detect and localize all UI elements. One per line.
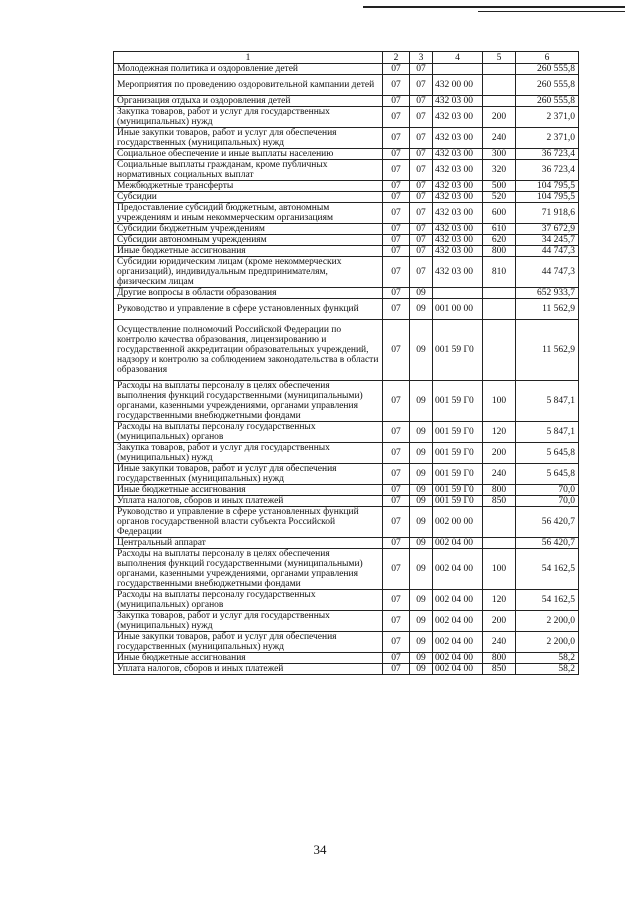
cell-subsection: 07: [410, 149, 433, 160]
cell-expense-type: 320: [483, 160, 516, 181]
cell-expense-type: 800: [483, 485, 516, 496]
cell-section: 07: [383, 181, 410, 192]
cell-name: Субсидии бюджетным учреждениям: [114, 224, 383, 235]
cell-name: Мероприятия по проведению оздоровительной кампании детей: [114, 75, 383, 96]
table-row: [114, 443, 579, 464]
cell-subsection: 09: [410, 299, 433, 320]
cell-expense-type: 520: [483, 192, 516, 203]
table-row: [114, 507, 579, 538]
cell-name: Организация отдыха и оздоровления детей: [114, 96, 383, 107]
cell-name: Закупка товаров, работ и услуг для государственных (муниципальных) нужд: [114, 107, 383, 128]
cell-subsection: 09: [410, 422, 433, 443]
table-row: [114, 299, 579, 320]
table-row: [114, 64, 579, 75]
cell-section: 07: [383, 149, 410, 160]
cell-expense-type: 850: [483, 664, 516, 675]
cell-section: 07: [383, 381, 410, 422]
table-row: [114, 590, 579, 611]
cell-name: Иные закупки товаров, работ и услуг для обеспечения государственных (муниципальных) нужд: [114, 464, 383, 485]
cell-target-article: 432 00 00: [433, 75, 483, 96]
cell-expense-type: [483, 299, 516, 320]
cell-amount: 44 747,3: [516, 257, 579, 288]
cell-amount: 58,2: [516, 653, 579, 664]
cell-section: 07: [383, 299, 410, 320]
cell-section: 07: [383, 224, 410, 235]
cell-name: Руководство и управление в сфере установленных функций: [114, 299, 383, 320]
cell-target-article: 001 59 Г0: [433, 443, 483, 464]
cell-expense-type: [483, 320, 516, 381]
cell-section: 07: [383, 257, 410, 288]
cell-target-article: 432 03 00: [433, 246, 483, 257]
cell-expense-type: 120: [483, 422, 516, 443]
cell-name: Закупка товаров, работ и услуг для государственных (муниципальных) нужд: [114, 443, 383, 464]
cell-subsection: 09: [410, 653, 433, 664]
cell-target-article: 432 03 00: [433, 107, 483, 128]
table-row: [114, 224, 579, 235]
cell-section: 07: [383, 96, 410, 107]
cell-expense-type: 240: [483, 128, 516, 149]
header-col-5: 5: [483, 52, 516, 64]
cell-name: Расходы на выплаты персоналу в целях обеспечения выполнения функций государственными (муниципальными) органами, казенными учреждениями, органами управления государственными внебюджетными фондами: [114, 549, 383, 590]
table-row: [114, 128, 579, 149]
cell-target-article: 002 04 00: [433, 538, 483, 549]
cell-expense-type: 200: [483, 443, 516, 464]
cell-subsection: 07: [410, 75, 433, 96]
cell-target-article: 001 00 00: [433, 299, 483, 320]
cell-section: 07: [383, 496, 410, 507]
cell-name: Межбюджетные трансферты: [114, 181, 383, 192]
cell-amount: 260 555,8: [516, 75, 579, 96]
cell-name: Расходы на выплаты персоналу государственных (муниципальных) органов: [114, 590, 383, 611]
cell-subsection: 09: [410, 664, 433, 675]
cell-subsection: 09: [410, 507, 433, 538]
cell-amount: 44 747,3: [516, 246, 579, 257]
table-row: [114, 653, 579, 664]
cell-section: 07: [383, 64, 410, 75]
table-row: [114, 422, 579, 443]
cell-name: Другие вопросы в области образования: [114, 288, 383, 299]
cell-expense-type: [483, 96, 516, 107]
cell-subsection: 07: [410, 181, 433, 192]
header-row: [114, 52, 579, 64]
cell-section: 07: [383, 160, 410, 181]
cell-section: 07: [383, 192, 410, 203]
cell-target-article: 002 04 00: [433, 653, 483, 664]
table-row: [114, 203, 579, 224]
cell-target-article: 432 03 00: [433, 192, 483, 203]
cell-target-article: 432 03 00: [433, 257, 483, 288]
cell-subsection: 09: [410, 538, 433, 549]
cell-target-article: 002 04 00: [433, 549, 483, 590]
cell-amount: 56 420,7: [516, 538, 579, 549]
cell-expense-type: 100: [483, 381, 516, 422]
cell-section: 07: [383, 246, 410, 257]
cell-subsection: 07: [410, 107, 433, 128]
cell-name: Иные бюджетные ассигнования: [114, 246, 383, 257]
table-row: [114, 246, 579, 257]
cell-subsection: 07: [410, 128, 433, 149]
cell-amount: 652 933,7: [516, 288, 579, 299]
table-row: [114, 75, 579, 96]
table-body: [114, 64, 579, 675]
cell-name: Уплата налогов, сборов и иных платежей: [114, 496, 383, 507]
cell-section: 07: [383, 128, 410, 149]
cell-amount: 260 555,8: [516, 64, 579, 75]
cell-amount: 56 420,7: [516, 507, 579, 538]
cell-amount: 5 847,1: [516, 422, 579, 443]
table-row: [114, 632, 579, 653]
cell-name: Центральный аппарат: [114, 538, 383, 549]
cell-name: Субсидии автономным учреждениям: [114, 235, 383, 246]
cell-amount: 11 562,9: [516, 320, 579, 381]
cell-name: Иные закупки товаров, работ и услуг для обеспечения государственных (муниципальных) нужд: [114, 128, 383, 149]
cell-expense-type: 800: [483, 246, 516, 257]
table-row: [114, 160, 579, 181]
table-row: [114, 288, 579, 299]
cell-amount: 70,0: [516, 485, 579, 496]
cell-expense-type: 810: [483, 257, 516, 288]
cell-subsection: 09: [410, 590, 433, 611]
cell-subsection: 09: [410, 632, 433, 653]
cell-subsection: 09: [410, 549, 433, 590]
cell-amount: 260 555,8: [516, 96, 579, 107]
cell-expense-type: 200: [483, 611, 516, 632]
cell-section: 07: [383, 664, 410, 675]
cell-target-article: 432 03 00: [433, 235, 483, 246]
cell-subsection: 07: [410, 64, 433, 75]
cell-amount: 2 200,0: [516, 611, 579, 632]
cell-amount: 54 162,5: [516, 549, 579, 590]
cell-section: 07: [383, 611, 410, 632]
table-row: [114, 192, 579, 203]
cell-target-article: 432 03 00: [433, 128, 483, 149]
table-row: [114, 96, 579, 107]
cell-section: 07: [383, 632, 410, 653]
cell-amount: 34 245,7: [516, 235, 579, 246]
cell-expense-type: [483, 64, 516, 75]
cell-amount: 104 795,5: [516, 192, 579, 203]
cell-section: 07: [383, 443, 410, 464]
cell-subsection: 09: [410, 611, 433, 632]
cell-target-article: [433, 288, 483, 299]
cell-amount: 54 162,5: [516, 590, 579, 611]
cell-expense-type: 240: [483, 464, 516, 485]
cell-subsection: 09: [410, 320, 433, 381]
cell-amount: 11 562,9: [516, 299, 579, 320]
cell-name: Расходы на выплаты персоналу государственных (муниципальных) органов: [114, 422, 383, 443]
cell-subsection: 07: [410, 257, 433, 288]
cell-subsection: 09: [410, 288, 433, 299]
cell-target-article: 001 59 Г0: [433, 422, 483, 443]
cell-expense-type: 200: [483, 107, 516, 128]
cell-section: 07: [383, 75, 410, 96]
cell-subsection: 07: [410, 96, 433, 107]
cell-target-article: 432 03 00: [433, 160, 483, 181]
table-row: [114, 257, 579, 288]
cell-subsection: 07: [410, 246, 433, 257]
cell-expense-type: 850: [483, 496, 516, 507]
cell-name: Молодежная политика и оздоровление детей: [114, 64, 383, 75]
cell-amount: 5 847,1: [516, 381, 579, 422]
cell-expense-type: 100: [483, 549, 516, 590]
cell-subsection: 09: [410, 485, 433, 496]
budget-table: [113, 51, 579, 675]
cell-name: Иные закупки товаров, работ и услуг для обеспечения государственных (муниципальных) нужд: [114, 632, 383, 653]
cell-expense-type: [483, 288, 516, 299]
cell-target-article: 001 59 Г0: [433, 464, 483, 485]
cell-subsection: 07: [410, 160, 433, 181]
cell-expense-type: [483, 538, 516, 549]
cell-name: Социальное обеспечение и иные выплаты населению: [114, 149, 383, 160]
cell-expense-type: 240: [483, 632, 516, 653]
cell-section: 07: [383, 422, 410, 443]
cell-subsection: 09: [410, 381, 433, 422]
table-row: [114, 181, 579, 192]
cell-name: Субсидии юридическим лицам (кроме некоммерческих организаций), индивидуальным предпринимателям, физическим лицам: [114, 257, 383, 288]
top-rule-thin: [478, 11, 625, 12]
cell-expense-type: 610: [483, 224, 516, 235]
cell-amount: 58,2: [516, 664, 579, 675]
cell-target-article: 432 03 00: [433, 224, 483, 235]
cell-subsection: 07: [410, 224, 433, 235]
cell-target-article: [433, 64, 483, 75]
cell-expense-type: [483, 75, 516, 96]
header-col-6: 6: [516, 52, 579, 64]
cell-amount: 2 200,0: [516, 632, 579, 653]
cell-subsection: 07: [410, 235, 433, 246]
cell-amount: 5 645,8: [516, 464, 579, 485]
cell-section: 07: [383, 549, 410, 590]
cell-target-article: 001 59 Г0: [433, 381, 483, 422]
cell-subsection: 09: [410, 464, 433, 485]
cell-expense-type: 120: [483, 590, 516, 611]
table-row: [114, 549, 579, 590]
cell-target-article: 432 03 00: [433, 149, 483, 160]
cell-target-article: 002 04 00: [433, 664, 483, 675]
header-col-3: 3: [410, 52, 433, 64]
cell-name: Субсидии: [114, 192, 383, 203]
cell-amount: 37 672,9: [516, 224, 579, 235]
cell-name: Закупка товаров, работ и услуг для государственных (муниципальных) нужд: [114, 611, 383, 632]
cell-expense-type: 800: [483, 653, 516, 664]
cell-section: 07: [383, 538, 410, 549]
table-row: [114, 496, 579, 507]
cell-target-article: 001 59 Г0: [433, 320, 483, 381]
cell-name: Предоставление субсидий бюджетным, автономным учреждениям и иным некоммерческим организациям: [114, 203, 383, 224]
cell-name: Осуществление полномочий Российской Федерации по контролю качества образования, лицензированию и государственной аккредитации образовательных учреждений, надзору и контролю за соблюдением законодательства в области образования: [114, 320, 383, 381]
cell-target-article: 001 59 Г0: [433, 485, 483, 496]
cell-section: 07: [383, 485, 410, 496]
table-row: [114, 107, 579, 128]
cell-name: Руководство и управление в сфере установленных функций органов государственной власти субъекта Российской Федерации: [114, 507, 383, 538]
cell-expense-type: [483, 507, 516, 538]
cell-name: Иные бюджетные ассигнования: [114, 485, 383, 496]
table-row: [114, 464, 579, 485]
cell-section: 07: [383, 507, 410, 538]
cell-name: Социальные выплаты гражданам, кроме публичных нормативных социальных выплат: [114, 160, 383, 181]
cell-target-article: 002 00 00: [433, 507, 483, 538]
cell-target-article: 002 04 00: [433, 632, 483, 653]
cell-amount: 36 723,4: [516, 160, 579, 181]
page-number: 34: [313, 842, 327, 857]
cell-target-article: 432 03 00: [433, 96, 483, 107]
cell-amount: 71 918,6: [516, 203, 579, 224]
table-row: [114, 664, 579, 675]
cell-amount: 104 795,5: [516, 181, 579, 192]
table-row: [114, 381, 579, 422]
cell-target-article: 002 04 00: [433, 590, 483, 611]
table-row: [114, 235, 579, 246]
table-row: [114, 149, 579, 160]
cell-section: 07: [383, 464, 410, 485]
cell-name: Расходы на выплаты персоналу в целях обеспечения выполнения функций государственными (муниципальными) органами, казенными учреждениями, органами управления государственными внебюджетными фондами: [114, 381, 383, 422]
cell-subsection: 09: [410, 443, 433, 464]
top-rule-thick: [363, 6, 625, 8]
cell-name: Иные бюджетные ассигнования: [114, 653, 383, 664]
header-col-2: 2: [383, 52, 410, 64]
cell-expense-type: 620: [483, 235, 516, 246]
table-header: [114, 52, 579, 64]
cell-section: 07: [383, 107, 410, 128]
cell-amount: 2 371,0: [516, 107, 579, 128]
cell-section: 07: [383, 653, 410, 664]
header-col-4: 4: [433, 52, 483, 64]
cell-target-article: 432 03 00: [433, 203, 483, 224]
cell-subsection: 09: [410, 496, 433, 507]
table-row: [114, 538, 579, 549]
cell-expense-type: 500: [483, 181, 516, 192]
table-row: [114, 611, 579, 632]
cell-amount: 70,0: [516, 496, 579, 507]
cell-section: 07: [383, 590, 410, 611]
cell-section: 07: [383, 235, 410, 246]
cell-subsection: 07: [410, 192, 433, 203]
table-row: [114, 485, 579, 496]
cell-amount: 5 645,8: [516, 443, 579, 464]
header-col-1: 1: [114, 52, 383, 64]
cell-name: Уплата налогов, сборов и иных платежей: [114, 664, 383, 675]
cell-section: 07: [383, 320, 410, 381]
cell-expense-type: 600: [483, 203, 516, 224]
cell-section: 07: [383, 203, 410, 224]
cell-section: 07: [383, 288, 410, 299]
cell-amount: 36 723,4: [516, 149, 579, 160]
table-row: [114, 320, 579, 381]
cell-subsection: 07: [410, 203, 433, 224]
cell-target-article: 001 59 Г0: [433, 496, 483, 507]
cell-expense-type: 300: [483, 149, 516, 160]
cell-target-article: 002 04 00: [433, 611, 483, 632]
cell-target-article: 432 03 00: [433, 181, 483, 192]
cell-amount: 2 371,0: [516, 128, 579, 149]
